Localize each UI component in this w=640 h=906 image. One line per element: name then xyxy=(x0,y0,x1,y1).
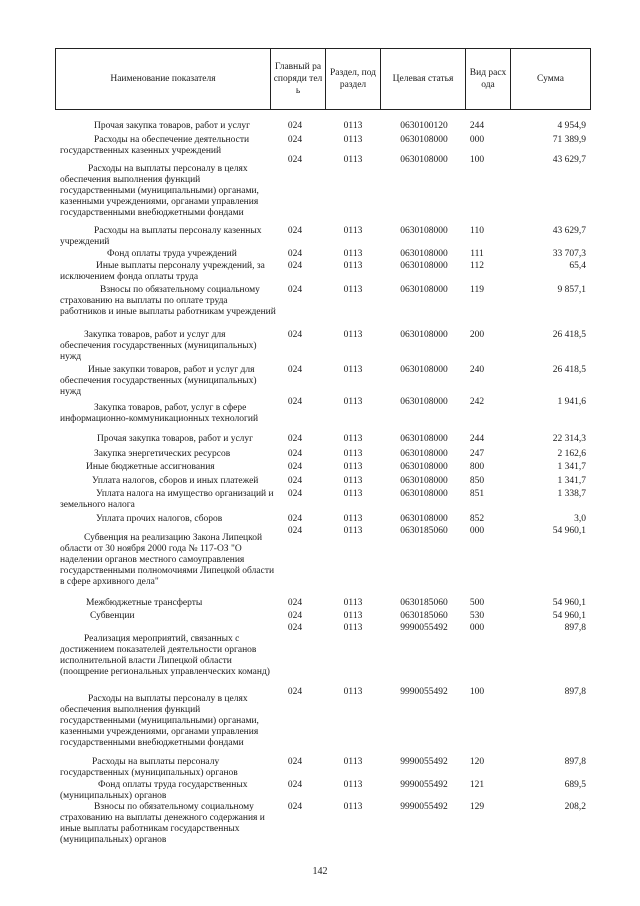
cell-sum: 897,8 xyxy=(564,623,586,633)
cell-type: 110 xyxy=(470,226,484,236)
cell-target: 9990055492 xyxy=(400,687,448,697)
cell-section: 0113 xyxy=(343,526,363,536)
cell-sum: 71 389,9 xyxy=(552,135,586,145)
cell-manager: 024 xyxy=(287,514,303,524)
cell-type: 119 xyxy=(470,285,484,295)
row-name: Уплата прочих налогов, сборов xyxy=(96,514,223,524)
cell-target: 0630108000 xyxy=(400,226,448,236)
cell-manager: 024 xyxy=(287,449,303,459)
cell-target: 9990055492 xyxy=(400,780,448,790)
cell-sum: 26 418,5 xyxy=(552,330,586,340)
cell-type: 129 xyxy=(469,802,485,812)
cell-type: 112 xyxy=(470,261,484,271)
cell-type: 800 xyxy=(469,462,485,472)
cell-section: 0113 xyxy=(343,135,363,145)
row-name: Межбюджетные трансферты xyxy=(86,598,203,608)
cell-section: 0113 xyxy=(343,489,363,499)
cell-manager: 024 xyxy=(287,757,303,767)
cell-target: 0630108000 xyxy=(400,285,448,295)
cell-sum: 1 941,6 xyxy=(557,397,586,407)
cell-target: 0630185060 xyxy=(400,611,448,621)
cell-manager: 024 xyxy=(287,135,303,145)
cell-sum: 1 341,7 xyxy=(557,476,586,486)
cell-section: 0113 xyxy=(343,780,363,790)
cell-sum: 897,8 xyxy=(564,687,586,697)
cell-target: 0630108000 xyxy=(400,249,448,259)
cell-section: 0113 xyxy=(343,397,363,407)
header-target: Целевая статья xyxy=(381,49,466,110)
row-name: Фонд оплаты труда учреждений xyxy=(107,249,237,259)
cell-manager: 024 xyxy=(287,226,303,236)
cell-section: 0113 xyxy=(343,757,363,767)
row-name: Уплата налога на имущество организаций и земельного налога xyxy=(60,489,274,510)
cell-manager: 024 xyxy=(287,462,303,472)
cell-section: 0113 xyxy=(343,598,363,608)
cell-target: 9990055492 xyxy=(400,757,448,767)
row-name: Фонд оплаты труда государственных (муниципальных) органов xyxy=(60,780,248,801)
cell-sum: 54 960,1 xyxy=(552,611,586,621)
cell-type: 851 xyxy=(469,489,485,499)
header-sum: Сумма xyxy=(511,49,591,110)
cell-type: 240 xyxy=(469,365,485,375)
cell-type: 242 xyxy=(469,397,485,407)
page-number: 142 xyxy=(312,866,328,877)
cell-sum: 1 338,7 xyxy=(557,489,586,499)
row-name: Расходы на выплаты персоналу государственных (муниципальных) органов xyxy=(60,757,238,778)
cell-manager: 024 xyxy=(287,687,303,697)
cell-type: 200 xyxy=(469,330,485,340)
cell-sum: 33 707,3 xyxy=(552,249,586,259)
cell-type: 244 xyxy=(469,434,485,444)
row-name: Иные выплаты персоналу учреждений, за исключением фонда оплаты труда xyxy=(60,261,265,282)
cell-section: 0113 xyxy=(343,802,363,812)
header-main-manager: Главный распоряди тель xyxy=(271,49,326,110)
cell-sum: 689,5 xyxy=(564,780,586,790)
cell-type: 000 xyxy=(469,526,485,536)
cell-sum: 897,8 xyxy=(564,757,586,767)
row-name: Расходы на выплаты персоналу казенных учреждений xyxy=(60,226,262,247)
cell-manager: 024 xyxy=(287,598,303,608)
cell-target: 0630108000 xyxy=(400,434,448,444)
row-name: Взносы по обязательному социальному страхованию на выплаты денежного содержания и иные выплаты работникам государственных (муниципальных) органов xyxy=(60,802,265,845)
cell-target: 0630108000 xyxy=(400,489,448,499)
cell-target: 0630108000 xyxy=(400,155,448,165)
cell-manager: 024 xyxy=(287,330,303,340)
row-name: Закупка товаров, работ и услуг для обеспечения государственных (муниципальных) нужд xyxy=(60,330,257,362)
cell-manager: 024 xyxy=(287,121,303,131)
cell-type: 121 xyxy=(469,780,485,790)
cell-target: 0630185060 xyxy=(400,526,448,536)
cell-sum: 43 629,7 xyxy=(552,155,586,165)
cell-type: 100 xyxy=(469,687,485,697)
cell-target: 0630108000 xyxy=(400,261,448,271)
cell-type: 000 xyxy=(469,623,485,633)
cell-manager: 024 xyxy=(287,526,303,536)
cell-sum: 208,2 xyxy=(564,802,586,812)
row-name: Расходы на обеспечение деятельности государственных казенных учреждений xyxy=(60,135,250,156)
cell-target: 0630108000 xyxy=(400,514,448,524)
cell-type: 100 xyxy=(469,155,485,165)
cell-manager: 024 xyxy=(287,261,303,271)
cell-section: 0113 xyxy=(343,155,363,165)
row-name: Иные закупки товаров, работ и услуг для обеспечения государственных (муниципальных) нужд xyxy=(60,365,257,397)
cell-manager: 024 xyxy=(287,802,303,812)
cell-manager: 024 xyxy=(287,780,303,790)
row-name: Закупка энергетических ресурсов xyxy=(94,449,231,459)
row-name: Субвенции xyxy=(90,611,135,621)
cell-type: 000 xyxy=(469,135,485,145)
row-name: Иные бюджетные ассигнования xyxy=(86,462,215,472)
cell-type: 111 xyxy=(470,249,484,259)
cell-section: 0113 xyxy=(343,330,363,340)
row-name: Закупка товаров, работ, услуг в сфере информационно-коммуникационных технологий xyxy=(60,403,259,424)
cell-sum: 9 857,1 xyxy=(557,285,586,295)
cell-sum: 26 418,5 xyxy=(552,365,586,375)
cell-section: 0113 xyxy=(343,449,363,459)
cell-manager: 024 xyxy=(287,434,303,444)
cell-section: 0113 xyxy=(343,687,363,697)
row-name: Расходы на выплаты персоналу в целях обеспечения выполнения функций государственными (муниципальными) органами, казенными учреждениями, органами управления государственными внебюджетными фондами xyxy=(60,694,259,748)
cell-manager: 024 xyxy=(287,489,303,499)
cell-section: 0113 xyxy=(343,476,363,486)
cell-manager: 024 xyxy=(287,365,303,375)
cell-target: 0630108000 xyxy=(400,135,448,145)
cell-sum: 54 960,1 xyxy=(552,526,586,536)
cell-section: 0113 xyxy=(343,611,363,621)
row-name: Реализация мероприятий, связанных с достижением показателей деятельности органов исполнительной власти Липецкой области (поощрение региональных управленческих команд) xyxy=(60,634,270,677)
row-name: Прочая закупка товаров, работ и услуг xyxy=(94,121,251,131)
cell-section: 0113 xyxy=(343,514,363,524)
cell-section: 0113 xyxy=(343,121,363,131)
cell-section: 0113 xyxy=(343,249,363,259)
cell-type: 852 xyxy=(469,514,485,524)
cell-sum: 65,4 xyxy=(569,261,586,271)
cell-target: 0630108000 xyxy=(400,462,448,472)
cell-target: 9990055492 xyxy=(400,802,448,812)
cell-target: 0630185060 xyxy=(400,598,448,608)
cell-type: 500 xyxy=(469,598,485,608)
cell-target: 0630108000 xyxy=(400,449,448,459)
cell-type: 244 xyxy=(469,121,485,131)
cell-target: 0630108000 xyxy=(400,330,448,340)
table-header xyxy=(55,48,591,110)
row-name: Уплата налогов, сборов и иных платежей xyxy=(92,476,259,486)
cell-section: 0113 xyxy=(343,434,363,444)
cell-sum: 4 954,9 xyxy=(557,121,586,131)
header-type: Вид расхода xyxy=(466,49,511,110)
cell-sum: 22 314,3 xyxy=(552,434,586,444)
header-name: Наименование показателя xyxy=(56,49,271,110)
cell-target: 0630108000 xyxy=(400,365,448,375)
cell-target: 0630100120 xyxy=(400,121,448,131)
cell-target: 0630108000 xyxy=(400,397,448,407)
cell-section: 0113 xyxy=(343,261,363,271)
cell-section: 0113 xyxy=(343,462,363,472)
row-name: Субвенция на реализацию Закона Липецкой области от 30 ноября 2000 года № 117-ОЗ "О наделении органов местного самоуправления государственными полномочиями Липецкой области в сфере архивного дела" xyxy=(60,533,275,587)
cell-manager: 024 xyxy=(287,397,303,407)
cell-manager: 024 xyxy=(287,623,303,633)
row-name: Взносы по обязательному социальному страхованию на выплаты по оплате труда работников и иные выплаты работникам учреждений xyxy=(60,285,276,317)
cell-section: 0113 xyxy=(343,226,363,236)
header-section: Раздел, подраздел xyxy=(326,49,381,110)
cell-section: 0113 xyxy=(343,365,363,375)
cell-manager: 024 xyxy=(287,155,303,165)
cell-manager: 024 xyxy=(287,611,303,621)
cell-type: 120 xyxy=(469,757,485,767)
cell-type: 247 xyxy=(469,449,485,459)
cell-sum: 54 960,1 xyxy=(552,598,586,608)
cell-type: 530 xyxy=(469,611,485,621)
row-name: Расходы на выплаты персоналу в целях обеспечения выполнения функций государственными (муниципальными) органами, казенными учреждениями, органами управления государственными внебюджетными фондами xyxy=(60,164,259,218)
cell-manager: 024 xyxy=(287,476,303,486)
cell-target: 0630108000 xyxy=(400,476,448,486)
cell-sum: 3,0 xyxy=(574,514,586,524)
cell-target: 9990055492 xyxy=(400,623,448,633)
cell-section: 0113 xyxy=(343,285,363,295)
row-name: Прочая закупка товаров, работ и услуг xyxy=(97,434,254,444)
cell-section: 0113 xyxy=(343,623,363,633)
cell-type: 850 xyxy=(469,476,485,486)
cell-manager: 024 xyxy=(287,249,303,259)
cell-sum: 2 162,6 xyxy=(557,449,586,459)
cell-sum: 1 341,7 xyxy=(557,462,586,472)
cell-manager: 024 xyxy=(287,285,303,295)
cell-sum: 43 629,7 xyxy=(552,226,586,236)
